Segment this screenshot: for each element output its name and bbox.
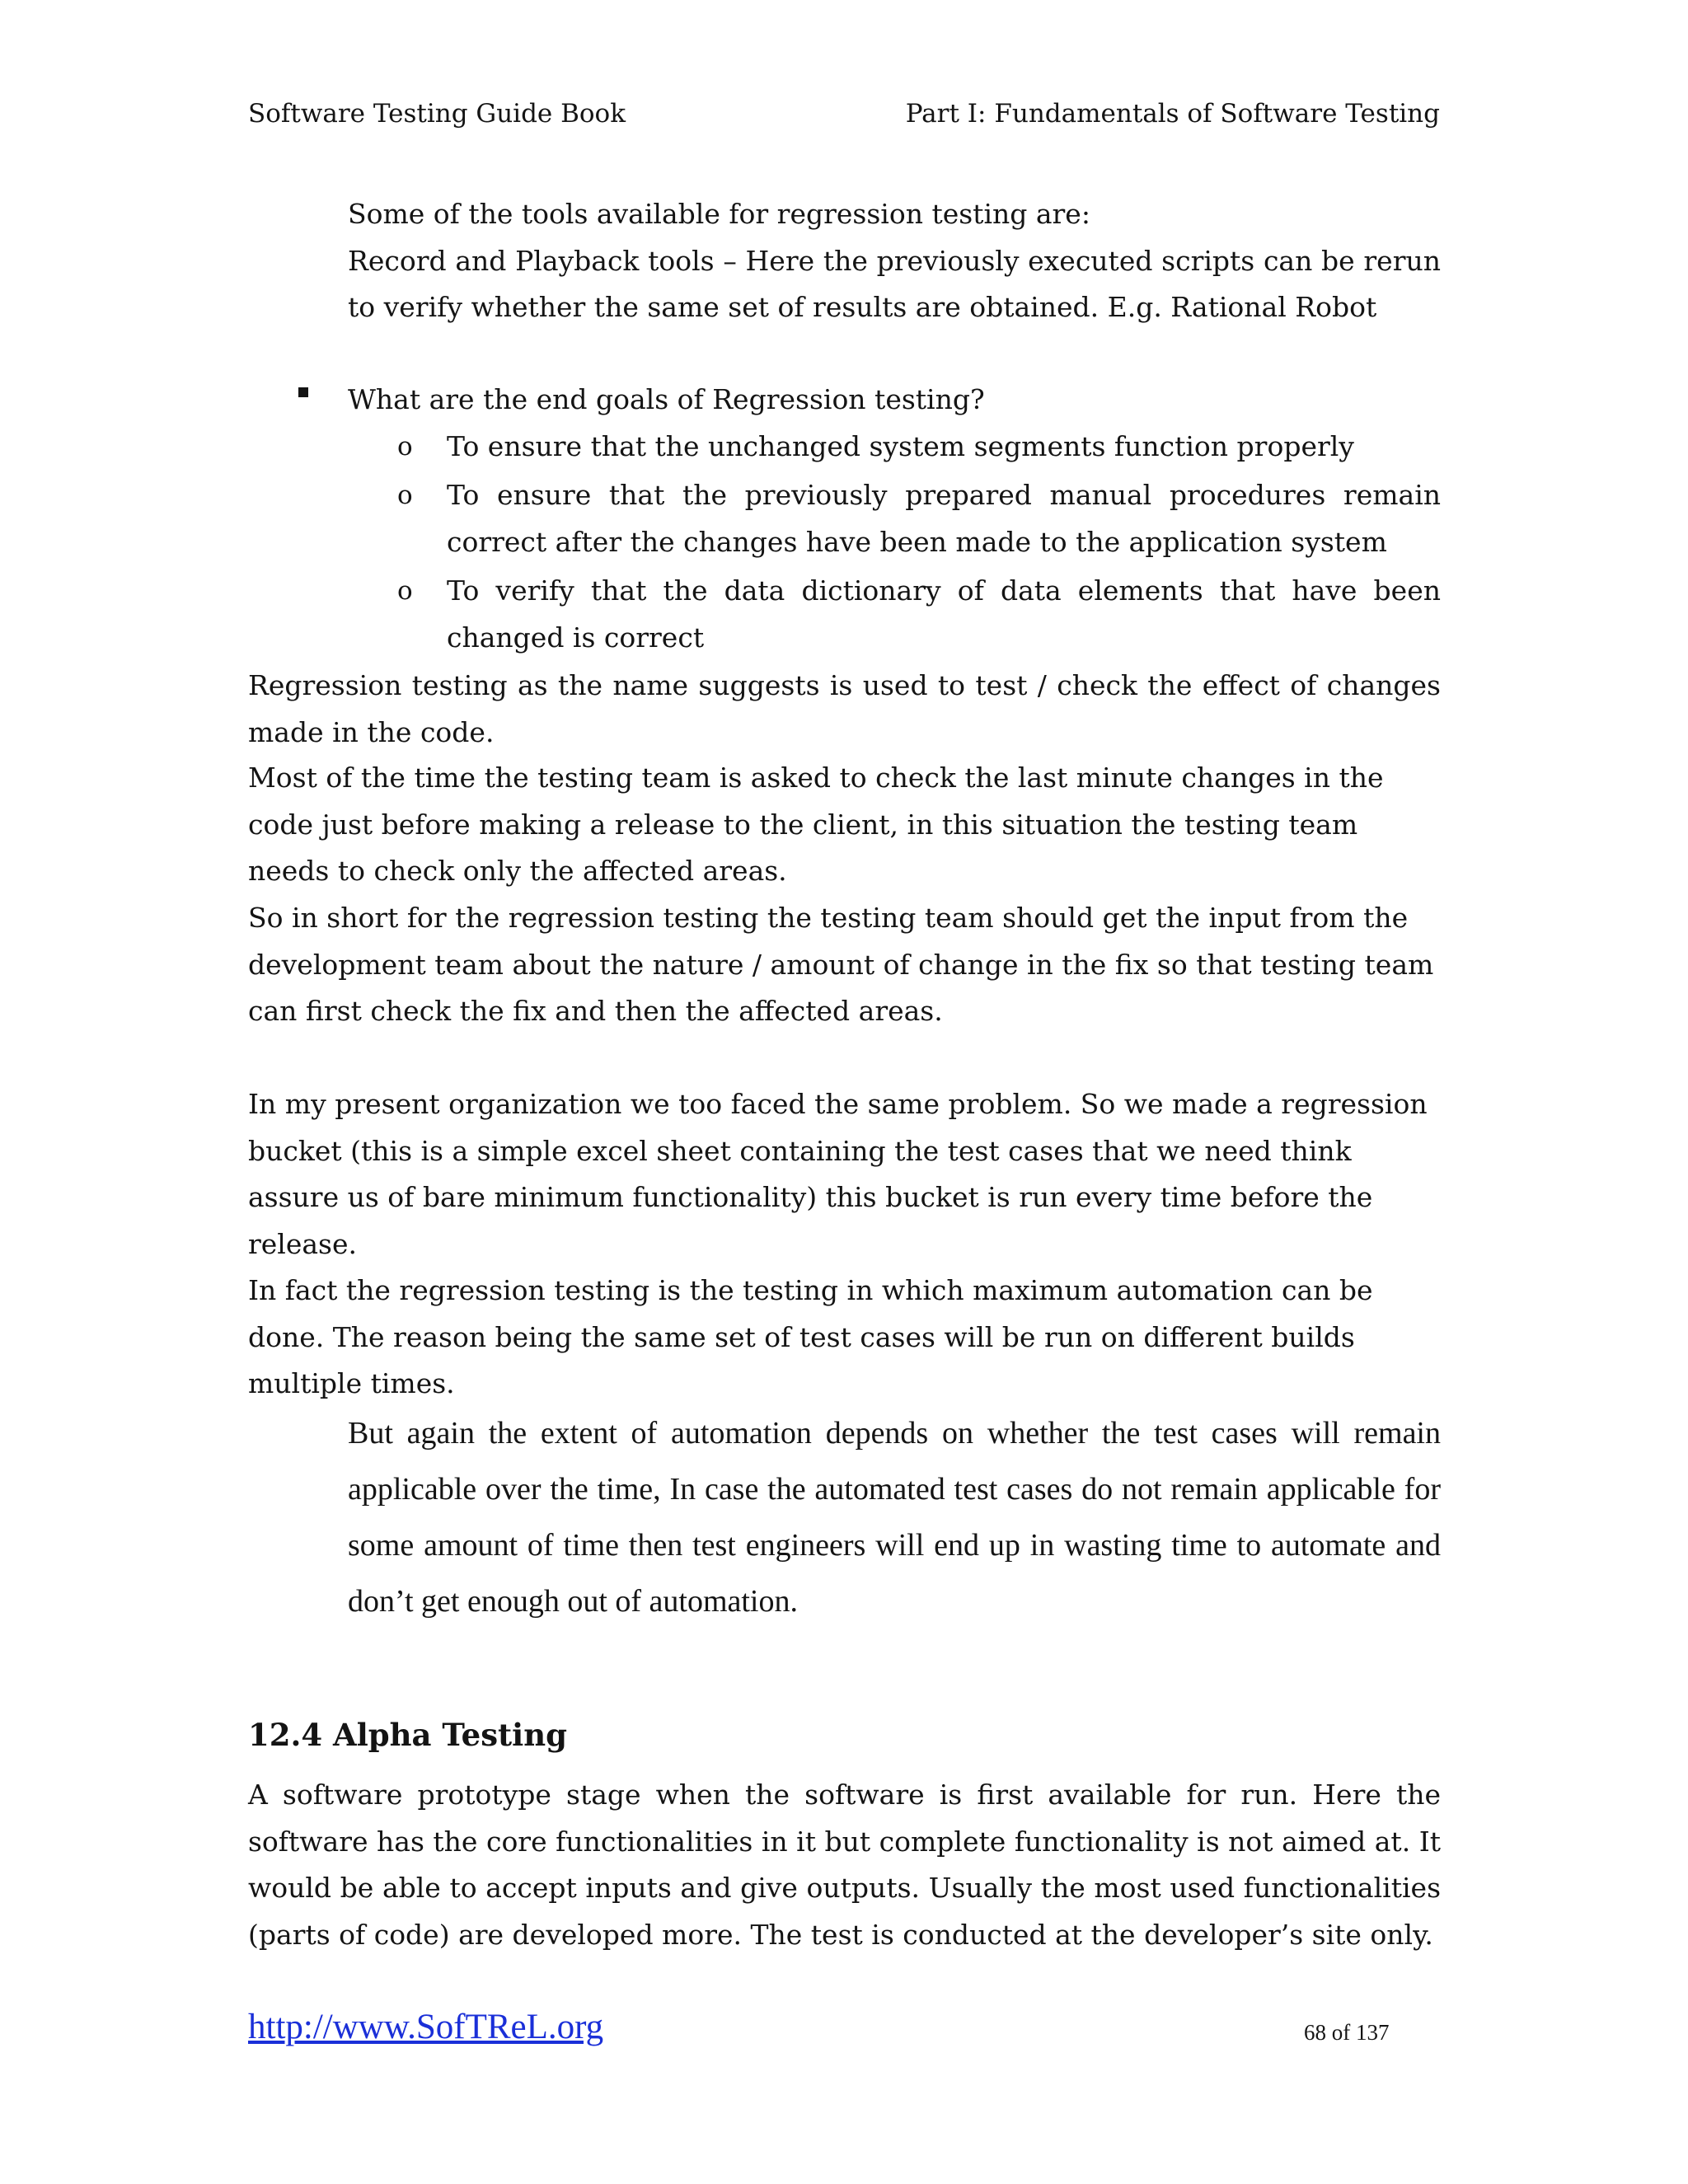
footer-website-link[interactable]: http://www.SofTReL.org	[248, 2008, 604, 2046]
circle-bullet-icon: o	[397, 432, 413, 462]
body-paragraph: Regression testing as the name suggests is used to test / check the effect of changes made in the code.	[248, 669, 1441, 748]
list-item: To ensure that the previously prepared manual procedures remain correct after the changes have been made to the application system	[447, 479, 1441, 558]
tools-paragraph: Some of the tools available for regression testing are: Record and Playback tools – Here the previously executed scripts can be rerun to verify whether the same set of results are obtained. E.g. Rational Robot	[348, 198, 1441, 323]
section-heading: 12.4 Alpha Testing	[248, 1717, 567, 1753]
bullet-question: What are the end goals of Regression testing?	[348, 383, 985, 415]
list-item: To ensure that the unchanged system segments function properly	[447, 430, 1354, 462]
circle-bullet-icon: o	[397, 480, 413, 510]
square-bullet-icon	[298, 387, 308, 397]
body-paragraph: Most of the time the testing team is asked to check the last minute changes in the code just before making a release to the client, in this situation the testing team needs to check only the affected areas.	[248, 762, 1384, 887]
body-paragraph: In my present organization we too faced the same problem. So we made a regression bucket (this is a simple excel sheet containing the test cases that we need think assure us of bare minimum functionality) this bucket is run every time before the release.	[248, 1088, 1428, 1260]
section-body: A software prototype stage when the software is first available for run. Here the software has the core functionalities in it but complete functionality is not aimed at. It would be able to accept inputs and give outputs. Usually the most used functionalities (parts of code) are developed more. The test is conducted at the developer’s site only.	[248, 1779, 1441, 1951]
header-book-title: Software Testing Guide Book	[248, 99, 626, 129]
list-item: To verify that the data dictionary of data elements that have been changed is correct	[447, 574, 1441, 654]
circle-bullet-icon: o	[397, 576, 413, 606]
header-part-title: Part I: Fundamentals of Software Testing	[905, 99, 1440, 129]
body-paragraph: So in short for the regression testing the testing team should get the input from the development team about the nature / amount of change in the fix so that testing team can first check the fix and then the affected areas.	[248, 902, 1434, 1027]
page-number: 68 of 137	[1304, 2020, 1390, 2045]
body-paragraph: In fact the regression testing is the testing in which maximum automation can be done. The reason being the same set of test cases will be run on different builds multiple times.	[248, 1274, 1373, 1399]
indented-quote-paragraph: But again the extent of automation depends on whether the test cases will remain applicable over the time, In case the automated test cases do not remain applicable for some amount of time then test engineers will end up in wasting time to automate and don’t get enough out of automation.	[348, 1416, 1441, 1619]
